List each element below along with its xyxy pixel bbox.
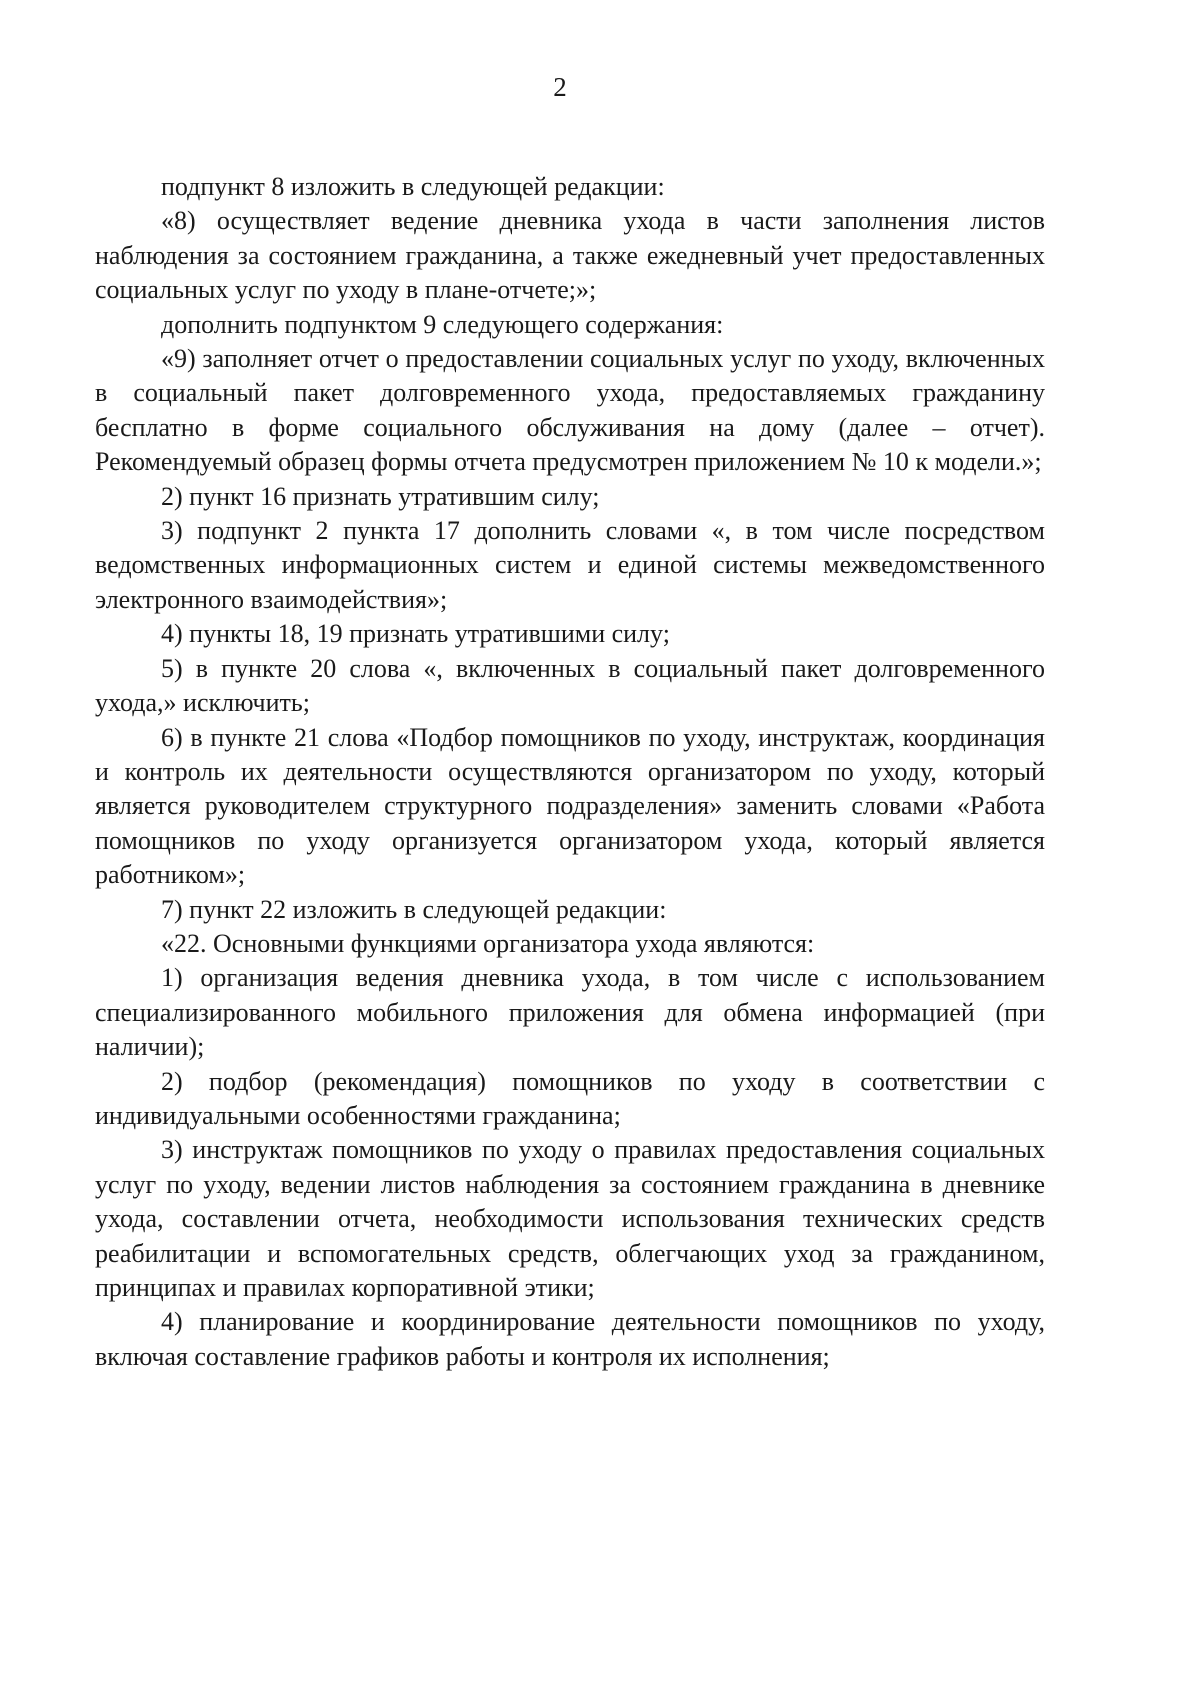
paragraph: 5) в пункте 20 слова «, включенных в социальный пакет долговременного ухода,» исключить;	[95, 653, 1045, 718]
paragraph: 2) пункт 16 признать утратившим силу;	[161, 481, 600, 511]
paragraph: «22. Основными функциями организатора ухода являются:	[161, 928, 815, 958]
paragraph: 7) пункт 22 изложить в следующей редакции:	[161, 894, 667, 924]
paragraph: 1) организация ведения дневника ухода, в том числе с использованием специализированного мобильного приложения для обмена информацией (при наличии);	[95, 963, 1045, 1062]
paragraph: дополнить подпунктом 9 следующего содержания:	[161, 309, 724, 339]
paragraph: 3) инструктаж помощников по уходу о правилах предоставления социальных услуг по уходу, ведении листов наблюдения за состоянием гражданина в дневнике ухода, составлении отчета, необходимости использования технических средств реабилитации и вспомогательных средств, облегчающих уход за гражданином, принципах и правилах корпоративной этики;	[95, 1135, 1045, 1302]
document-body	[95, 170, 1045, 1374]
paragraph: подпункт 8 изложить в следующей редакции:	[161, 172, 665, 201]
page-number: 2	[553, 72, 567, 102]
paragraph: 6) в пункте 21 слова «Подбор помощников по уходу, инструктаж, координация и контроль их деятельности осуществляются организатором по уходу, который является руководителем структурного подразделения» заменить словами «Работа помощников по уходу организуется организатором ухода, который является работником»;	[95, 722, 1045, 890]
paragraph: 3) подпункт 2 пункта 17 дополнить словами «, в том числе посредством ведомственных информационных систем и единой системы межведомственного электронного взаимодействия»;	[95, 516, 1045, 614]
paragraph: 4) пункты 18, 19 признать утратившими силу;	[161, 619, 670, 649]
paragraph: 4) планирование и координирование деятельности помощников по уходу, включая составление графиков работы и контроля их исполнения;	[95, 1307, 1045, 1371]
paragraph: «9) заполняет отчет о предоставлении социальных услуг по уходу, включенных в социальный пакет долговременного ухода, предоставляемых гражданину бесплатно в форме социального обслуживания на дому (далее – отчет). Рекомендуемый образец формы отчета предусмотрен приложением № 10 к модели.»;	[95, 344, 1045, 477]
paragraph: «8) осуществляет ведение дневника ухода в части заполнения листов наблюдения за состоянием гражданина, а также ежедневный учет предоставленных социальных услуг по уходу в плане-отчете;»;	[95, 206, 1045, 305]
paragraph: 2) подбор (рекомендация) помощников по уходу в соответствии с индивидуальными особенностями гражданина;	[95, 1066, 1045, 1130]
